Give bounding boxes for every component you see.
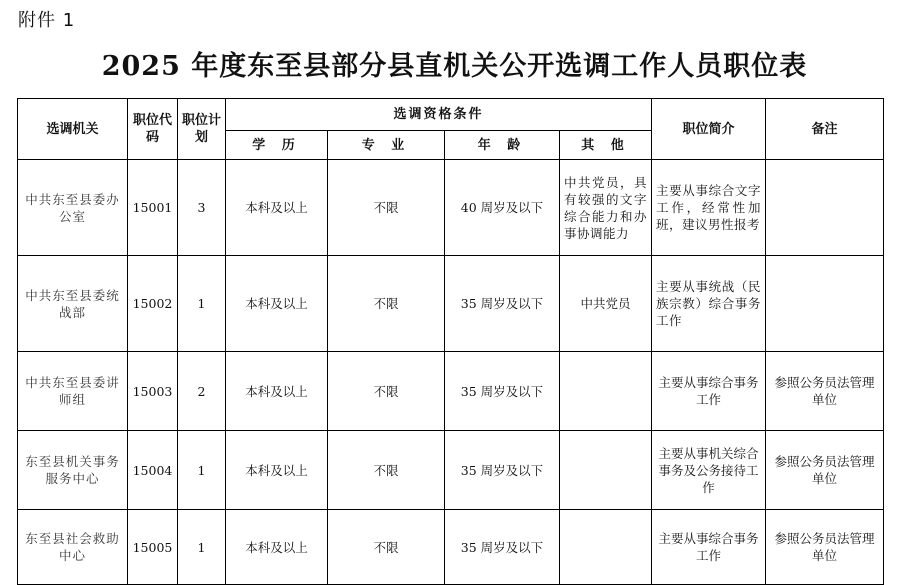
header-position-plan: 职位计划 [178, 99, 226, 160]
major-cell: 不限 [328, 160, 445, 256]
table-row [18, 160, 884, 256]
remarks-cell [766, 160, 884, 256]
header-row-1 [18, 99, 884, 131]
attachment-label: 附件 1 [18, 10, 76, 31]
education-cell: 本科及以上 [226, 256, 328, 352]
code-cell: 15003 [128, 352, 178, 431]
header-qualifications: 选调资格条件 [226, 99, 652, 131]
table-row [18, 431, 884, 510]
intro-cell: 主要从事综合事务工作 [652, 510, 766, 585]
intro-cell: 主要从事综合文字工作，经常性加班，建议男性报考 [652, 160, 766, 256]
major-cell: 不限 [328, 256, 445, 352]
plan-cell: 1 [178, 510, 226, 585]
agency-cell: 中共东至县委统战部 [18, 256, 128, 352]
education-cell: 本科及以上 [226, 510, 328, 585]
header-remarks: 备注 [766, 99, 884, 160]
agency-cell: 东至县社会救助中心 [18, 510, 128, 585]
plan-cell: 3 [178, 160, 226, 256]
education-cell: 本科及以上 [226, 352, 328, 431]
age-cell: 40 周岁及以下 [445, 160, 560, 256]
age-cell: 35 周岁及以下 [445, 352, 560, 431]
other-cell [560, 352, 652, 431]
major-cell: 不限 [328, 352, 445, 431]
code-cell: 15002 [128, 256, 178, 352]
document-title: 2025 年度东至县部分县直机关公开选调工作人员职位表 [101, 51, 808, 82]
remarks-cell [766, 256, 884, 352]
other-cell: 中共党员 [560, 256, 652, 352]
header-age: 年 龄 [445, 131, 560, 160]
remarks-cell: 参照公务员法管理单位 [766, 352, 884, 431]
agency-cell: 中共东至县委讲师组 [18, 352, 128, 431]
header-other: 其 他 [560, 131, 652, 160]
agency-cell: 东至县机关事务服务中心 [18, 431, 128, 510]
table-row [18, 256, 884, 352]
agency-cell: 中共东至县委办公室 [18, 160, 128, 256]
major-cell: 不限 [328, 431, 445, 510]
table-row [18, 510, 884, 585]
header-position-code: 职位代码 [128, 99, 178, 160]
education-cell: 本科及以上 [226, 431, 328, 510]
other-cell [560, 431, 652, 510]
plan-cell: 2 [178, 352, 226, 431]
remarks-cell: 参照公务员法管理单位 [766, 431, 884, 510]
age-cell: 35 周岁及以下 [445, 256, 560, 352]
age-cell: 35 周岁及以下 [445, 510, 560, 585]
header-agency: 选调机关 [18, 99, 128, 160]
header-major: 专 业 [328, 131, 445, 160]
remarks-cell: 参照公务员法管理单位 [766, 510, 884, 585]
position-table [17, 98, 884, 585]
header-position-intro: 职位简介 [652, 99, 766, 160]
header-education: 学 历 [226, 131, 328, 160]
other-cell: 中共党员，具有较强的文字综合能力和办事协调能力 [560, 160, 652, 256]
intro-cell: 主要从事综合事务工作 [652, 352, 766, 431]
table-row [18, 352, 884, 431]
education-cell: 本科及以上 [226, 160, 328, 256]
age-cell: 35 周岁及以下 [445, 431, 560, 510]
other-cell [560, 510, 652, 585]
plan-cell: 1 [178, 256, 226, 352]
intro-cell: 主要从事机关综合事务及公务接待工作 [652, 431, 766, 510]
major-cell: 不限 [328, 510, 445, 585]
code-cell: 15005 [128, 510, 178, 585]
code-cell: 15004 [128, 431, 178, 510]
code-cell: 15001 [128, 160, 178, 256]
intro-cell: 主要从事统战（民族宗教）综合事务工作 [652, 256, 766, 352]
plan-cell: 1 [178, 431, 226, 510]
